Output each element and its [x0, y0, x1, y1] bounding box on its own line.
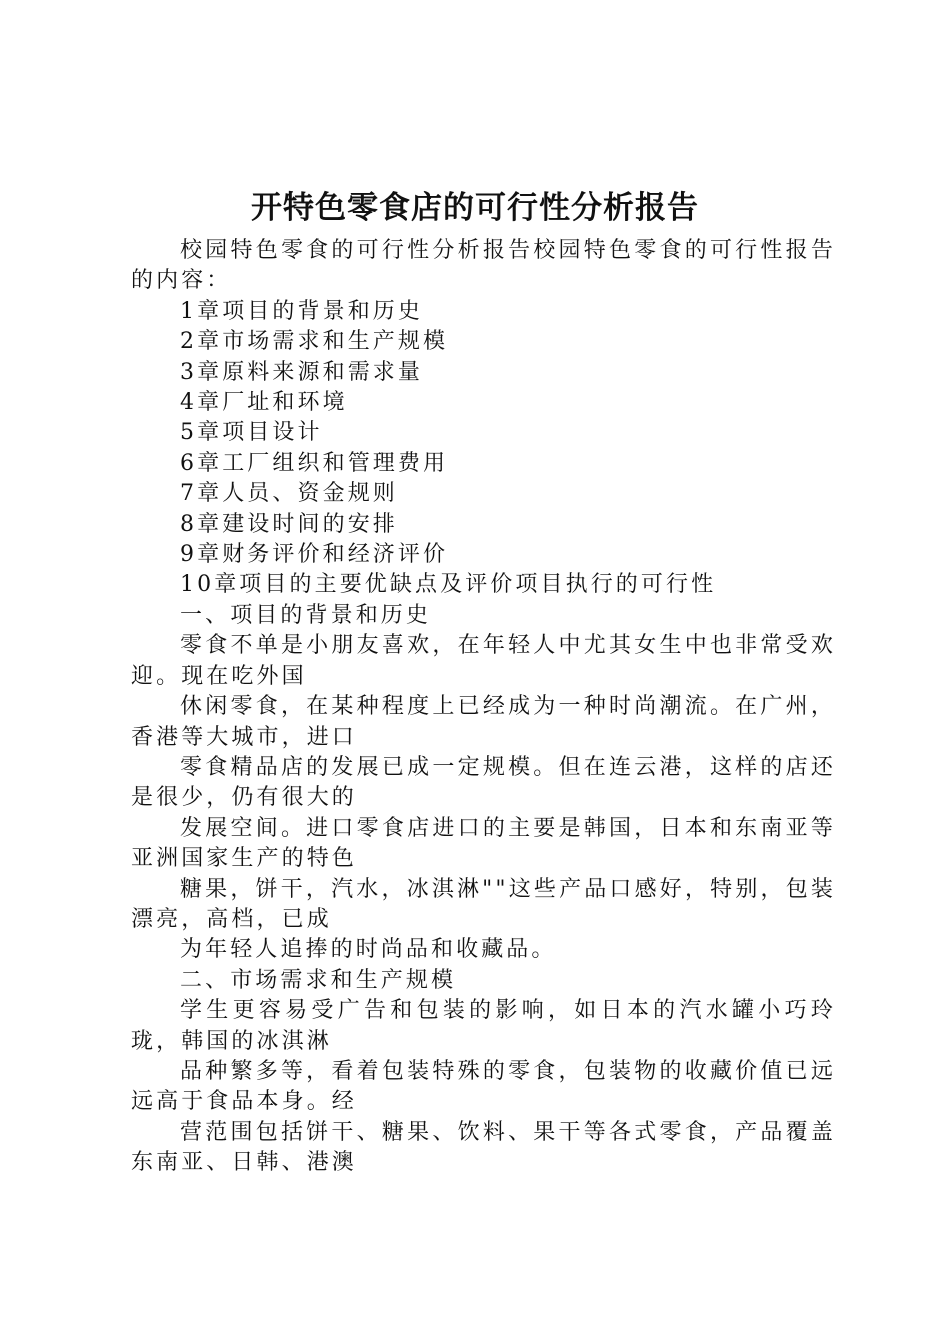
- section-heading-2: 二、市场需求和生产规模: [180, 967, 457, 993]
- chapter-item-4: 4章厂址和环境: [180, 390, 348, 416]
- chapter-item-7: 7章人员、资金规则: [180, 481, 398, 507]
- chapter-item-2: 2章市场需求和生产规模: [180, 329, 449, 355]
- section-heading-1: 一、项目的背景和历史: [180, 602, 432, 628]
- paragraph: 品种繁多等，看着包装特殊的零食，包装物的收藏价值已远远高于食品本身。经: [131, 1058, 836, 1115]
- paragraph: 学生更容易受广告和包装的影响，如日本的汽水罐小巧玲珑，韩国的冰淇淋: [131, 998, 836, 1054]
- paragraph: 为年轻人追捧的时尚品和收藏品。: [180, 937, 557, 963]
- paragraph: 糖果，饼干，汽水，冰淇淋""这些产品口感好，特别，包装漂亮，高档，已成: [131, 876, 836, 932]
- page-title: 开特色零食店的可行性分析报告: [251, 190, 699, 226]
- chapter-item-6: 6章工厂组织和管理费用: [180, 450, 449, 476]
- paragraph: 零食不单是小朋友喜欢，在年轻人中尤其女生中也非常受欢迎。现在吃外国: [131, 633, 836, 689]
- chapter-item-9: 9章财务评价和经济评价: [180, 542, 449, 568]
- paragraph: 营范围包括饼干、糖果、饮料、果干等各式零食，产品覆盖东南亚、日韩、港澳: [131, 1119, 836, 1176]
- paragraph: 零食精品店的发展已成一定规模。但在连云港，这样的店还是很少，仍有很大的: [131, 754, 836, 811]
- chapter-item-1: 1章项目的背景和历史: [180, 298, 423, 324]
- paragraph: 发展空间。进口零食店进口的主要是韩国，日本和东南亚等亚洲国家生产的特色: [131, 815, 836, 872]
- paragraph-intro: 校园特色零食的可行性分析报告校园特色零食的可行性报告的内容：: [131, 238, 836, 294]
- chapter-item-10: 10章项目的主要优缺点及评价项目执行的可行性: [180, 572, 717, 598]
- chapter-item-5: 5章项目设计: [180, 420, 323, 446]
- chapter-item-3: 3章原料来源和需求量: [180, 359, 423, 385]
- chapter-item-8: 8章建设时间的安排: [180, 511, 398, 537]
- paragraph: 休闲零食，在某种程度上已经成为一种时尚潮流。在广州，香港等大城市，进口: [131, 694, 836, 750]
- document-body: [131, 236, 836, 1179]
